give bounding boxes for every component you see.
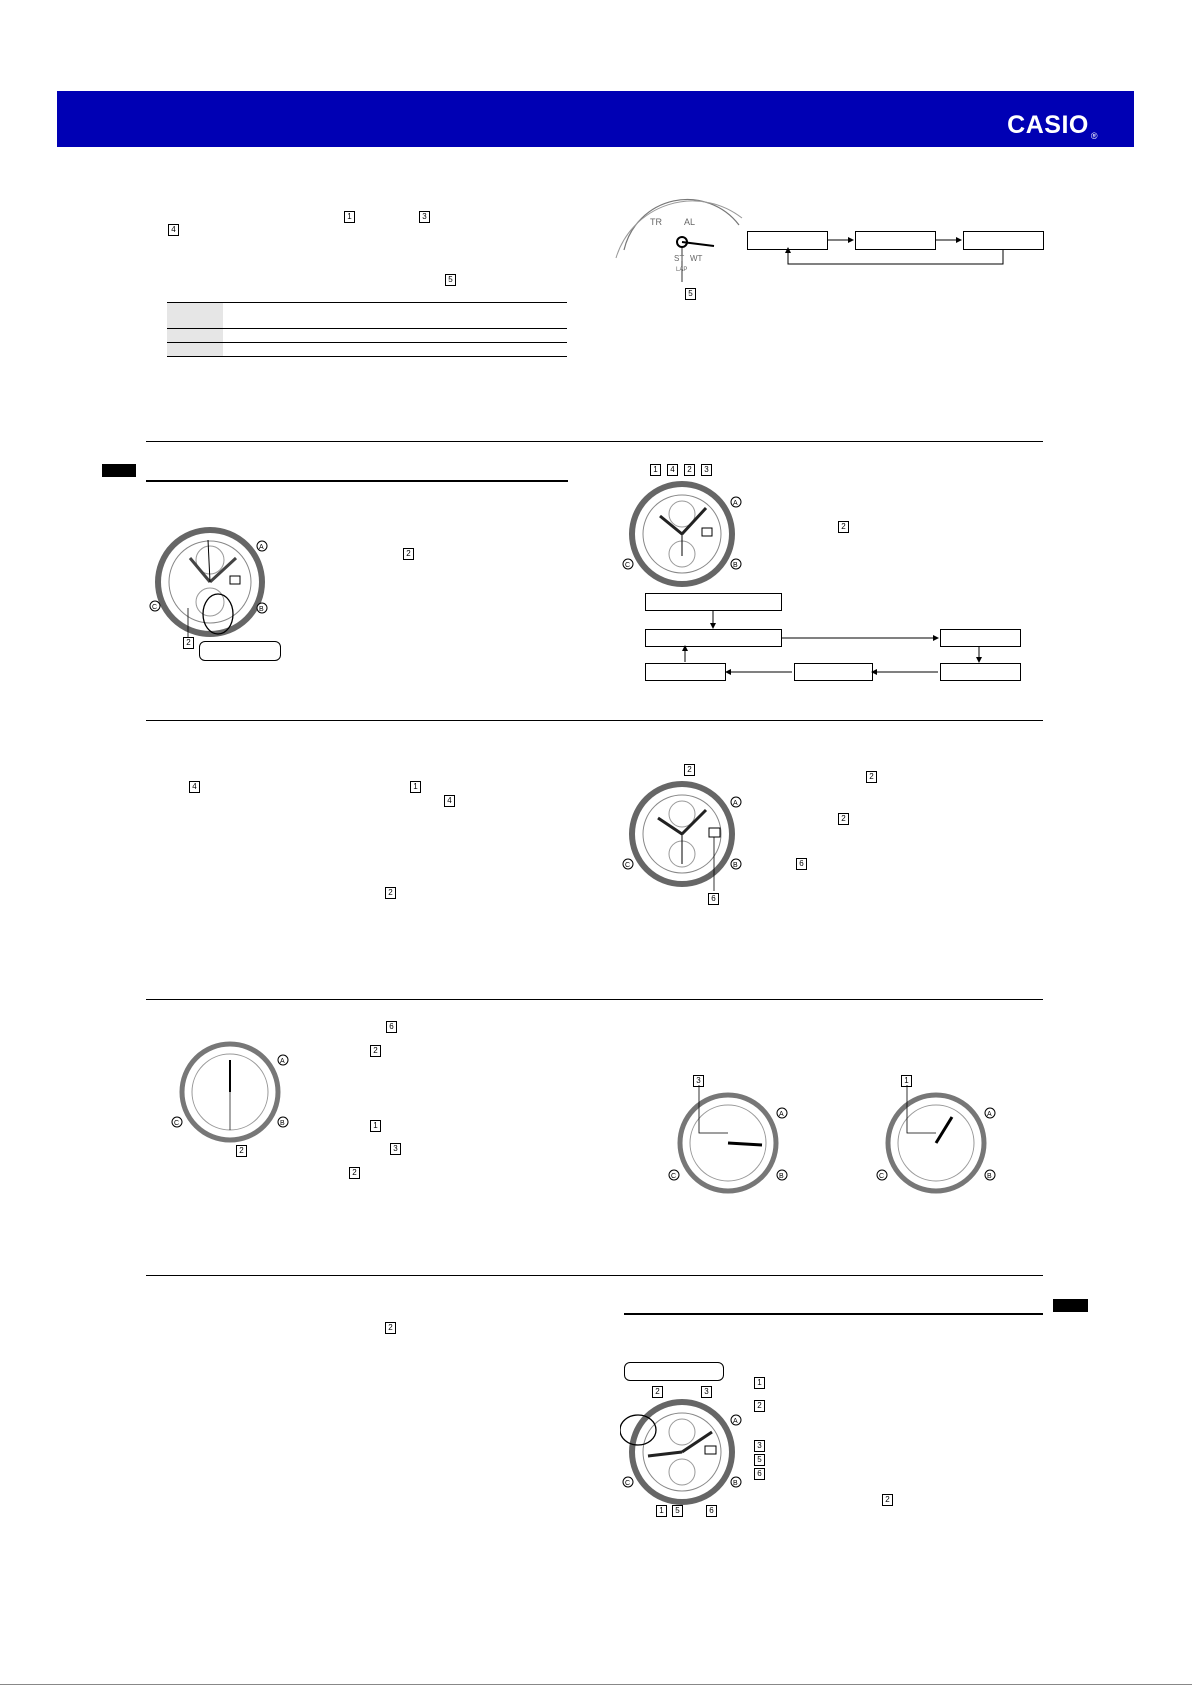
button-a-label: A (280, 1058, 285, 1065)
flow-arrows (780, 236, 1010, 270)
date-window (702, 528, 712, 536)
callout-2: 2 (838, 521, 849, 533)
button-b-label: B (987, 1173, 992, 1180)
callout-1: 1 (754, 1377, 765, 1389)
button-a-label: A (259, 544, 264, 551)
arrowhead (725, 669, 731, 675)
hand (728, 1143, 762, 1145)
callout-4: 4 (444, 795, 455, 807)
date-window (709, 828, 720, 837)
callout-2: 2 (652, 1386, 663, 1398)
arrowhead (933, 635, 939, 641)
dial-label-st: ST (674, 254, 685, 263)
page-tab-left (102, 464, 136, 477)
heading-rule (624, 1313, 1043, 1315)
callout-5: 5 (445, 274, 456, 286)
callout-6: 6 (796, 858, 807, 870)
casio-logo: CASIO ® (1007, 111, 1098, 141)
section-divider (146, 999, 1043, 1000)
callout-6: 6 (708, 893, 719, 905)
arrowhead (785, 247, 791, 253)
callout-6: 6 (706, 1505, 717, 1517)
button-a-label: A (987, 1111, 992, 1118)
callout-bubble (199, 641, 281, 661)
callout-4: 4 (189, 781, 200, 793)
callout-2: 2 (866, 771, 877, 783)
callout-3: 3 (419, 211, 430, 223)
table-cell (223, 303, 567, 329)
header-bar (57, 91, 1134, 147)
arrowhead (710, 623, 716, 629)
table-header-cell (167, 303, 223, 329)
callout-2: 2 (838, 813, 849, 825)
button-c-label: C (625, 1480, 631, 1487)
callout-2: 2 (684, 764, 695, 776)
button-a-label: A (733, 500, 738, 507)
watch-face-illustration (620, 1394, 750, 1506)
callout-1: 1 (370, 1120, 381, 1132)
table-cell (223, 329, 567, 343)
button-b-label: B (733, 1480, 738, 1487)
table-header-cell (167, 343, 223, 357)
callout-6: 6 (386, 1021, 397, 1033)
watch-outline-illustration (874, 1085, 1004, 1200)
button-c-label: C (625, 862, 631, 869)
button-c-label: C (625, 562, 631, 569)
heading-rule (146, 480, 568, 482)
arrowhead (682, 645, 688, 651)
callout-1: 1 (410, 781, 421, 793)
button-b-label: B (259, 606, 264, 613)
arrowhead (956, 237, 962, 243)
arrowhead (976, 657, 982, 663)
callout-2: 2 (882, 1494, 893, 1506)
button-c-label: C (671, 1173, 677, 1180)
table-header-cell (167, 329, 223, 343)
button-a-label: A (733, 800, 738, 807)
button-a-label: A (733, 1418, 738, 1425)
button-b-label: B (733, 862, 738, 869)
dial-label-tr: TR (650, 217, 662, 227)
callout-2: 2 (684, 464, 695, 476)
settings-table (167, 302, 567, 357)
callout-bubble (624, 1362, 724, 1381)
button-b-label: B (779, 1173, 784, 1180)
arrowhead (871, 669, 877, 675)
return-arrow (788, 249, 1003, 264)
callout-1: 1 (344, 211, 355, 223)
callout-3: 3 (701, 1386, 712, 1398)
watch-outline-illustration (165, 1030, 295, 1160)
callout-5: 5 (685, 288, 696, 300)
crown-button-labels (141, 532, 281, 622)
watch-face-illustration (620, 776, 750, 891)
callout-2: 2 (236, 1145, 247, 1157)
callout-2: 2 (403, 548, 414, 560)
dial-label-wt: WT (690, 254, 703, 263)
dial-label-lap: LAP (676, 267, 688, 273)
button-c-label: C (152, 604, 158, 611)
watch-outline-illustration (666, 1085, 796, 1200)
button-c-label: C (174, 1120, 180, 1127)
button-a-label: A (779, 1111, 784, 1118)
callout-1: 1 (650, 464, 661, 476)
callout-3: 3 (754, 1440, 765, 1452)
button-b-label: B (733, 562, 738, 569)
callout-5: 5 (672, 1505, 683, 1517)
callout-5: 5 (754, 1454, 765, 1466)
page-tab-right (1053, 1299, 1088, 1312)
callout-1: 1 (901, 1075, 912, 1087)
date-window (705, 1446, 716, 1454)
dial-label-al: AL (684, 217, 696, 227)
section-divider (146, 441, 1043, 442)
flow-arrows (640, 608, 1030, 678)
arrowhead (848, 237, 854, 243)
callout-3: 3 (390, 1143, 401, 1155)
callout-6: 6 (754, 1468, 765, 1480)
callout-3: 3 (693, 1075, 704, 1087)
callout-2: 2 (183, 637, 194, 649)
section-divider (146, 720, 1043, 721)
watch-face-illustration (620, 476, 750, 588)
mode-dial-illustration (614, 190, 744, 300)
callout-4: 4 (667, 464, 678, 476)
section-divider (146, 1275, 1043, 1276)
button-c-label: C (879, 1173, 885, 1180)
button-b-label: B (280, 1120, 285, 1127)
callout-2: 2 (370, 1045, 381, 1057)
callout-2: 2 (754, 1400, 765, 1412)
callout-2: 2 (349, 1167, 360, 1179)
table-cell (223, 343, 567, 357)
callout-3: 3 (701, 464, 712, 476)
callout-2: 2 (385, 1322, 396, 1334)
callout-2: 2 (385, 887, 396, 899)
callout-4: 4 (168, 224, 179, 236)
callout-1: 1 (656, 1505, 667, 1517)
